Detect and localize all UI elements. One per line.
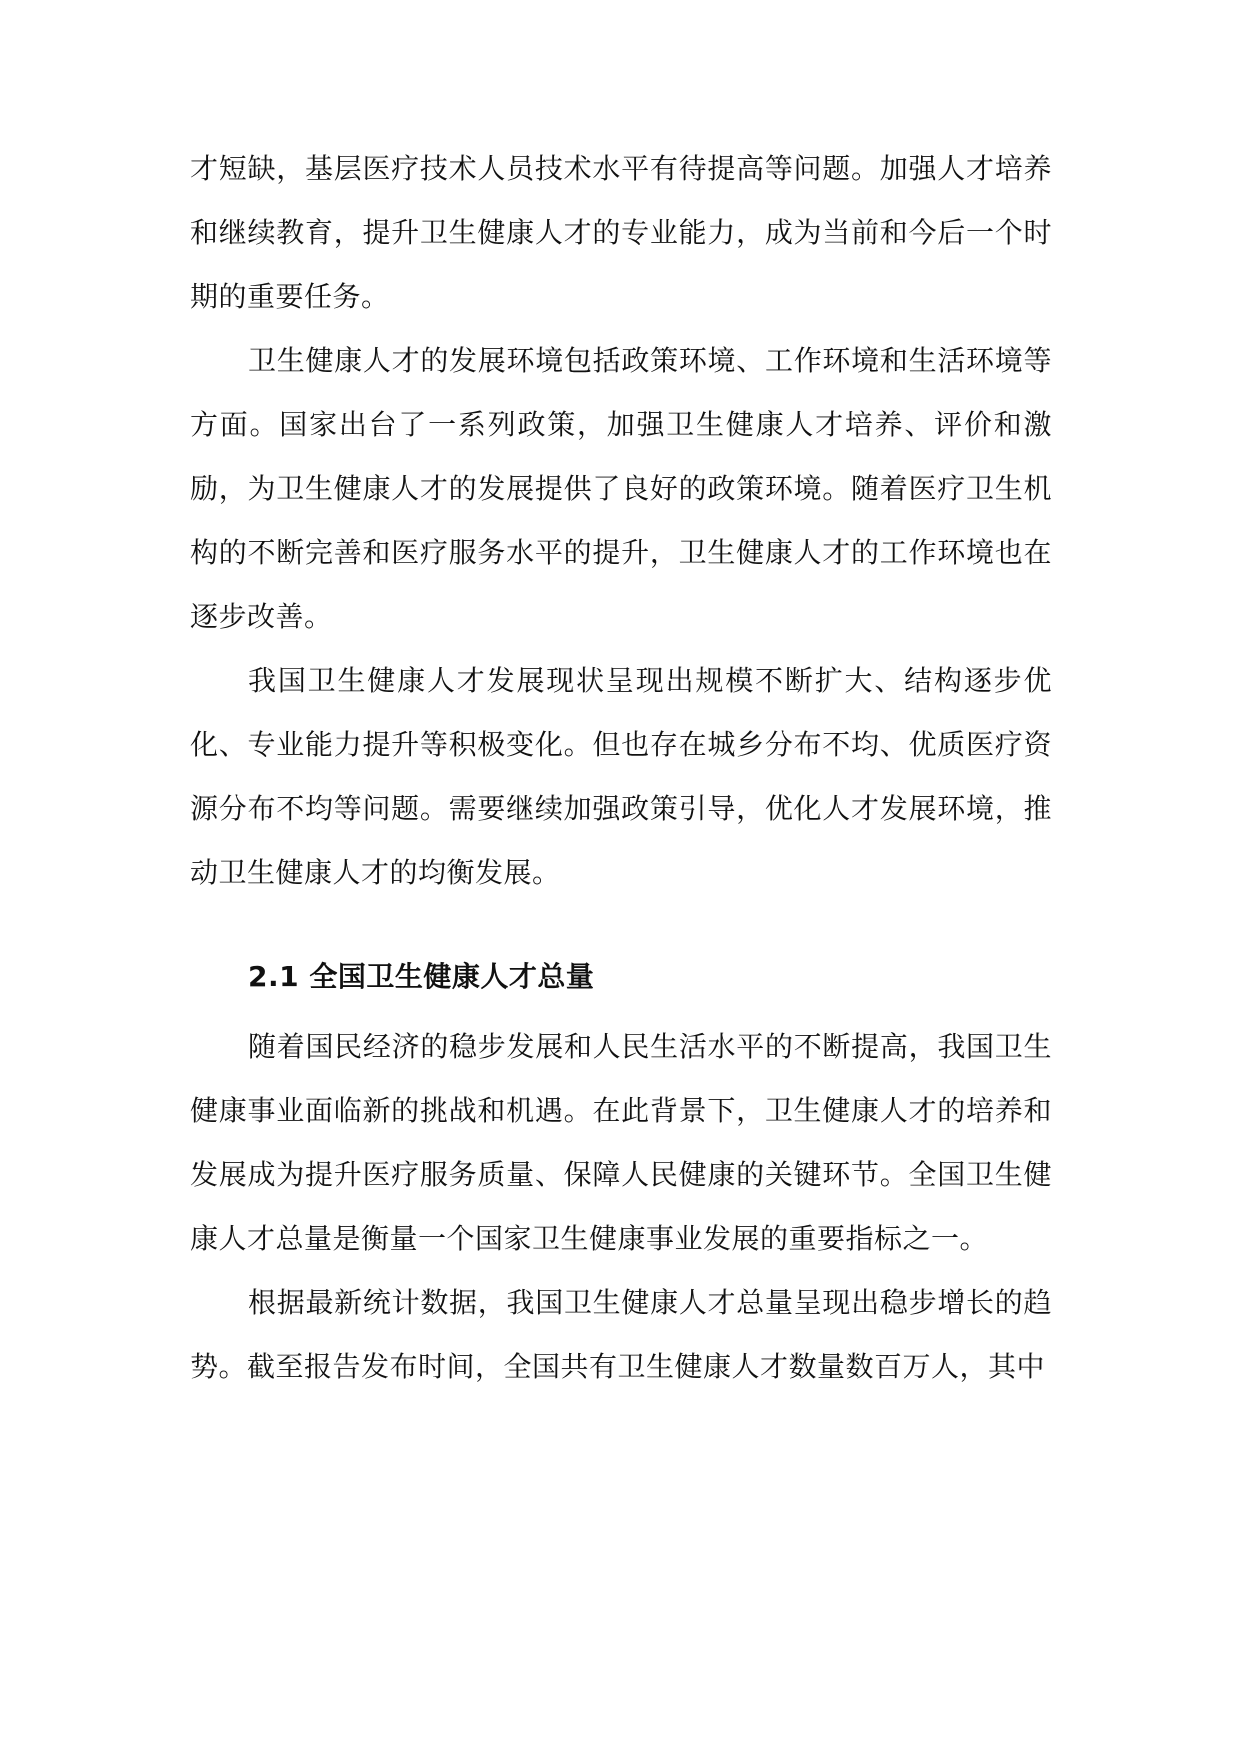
section-heading: 2.1 全国卫生健康人才总量	[248, 960, 595, 993]
paragraph-development-environment: 卫生健康人才的发展环境包括政策环境、工作环境和生活环境等方面。国家出台了一系列政策，加强卫生健康人才培养、评价和激励，为卫生健康人才的发展提供了良好的政策环境。随着医疗卫生机构的不断完善和医疗服务水平的提升，卫生健康人才的工作环境也在逐步改善。	[190, 344, 1052, 633]
paragraph-latest-statistics: 根据最新统计数据，我国卫生健康人才总量呈现出稳步增长的趋势。截至报告发布时间，全国共有卫生健康人才数量数百万人，其中	[190, 1286, 1052, 1383]
paragraph-continuation: 才短缺，基层医疗技术人员技术水平有待提高等问题。加强人才培养和继续教育，提升卫生健康人才的专业能力，成为当前和今后一个时期的重要任务。	[190, 152, 1052, 313]
paragraph-development-status: 我国卫生健康人才发展现状呈现出规模不断扩大、结构逐步优化、专业能力提升等积极变化。但也存在城乡分布不均、优质医疗资源分布不均等问题。需要继续加强政策引导，优化人才发展环境，推动卫生健康人才的均衡发展。	[190, 664, 1052, 889]
document-body	[190, 137, 1052, 1399]
paragraph-national-background: 随着国民经济的稳步发展和人民生活水平的不断提高，我国卫生健康事业面临新的挑战和机遇。在此背景下，卫生健康人才的培养和发展成为提升医疗服务质量、保障人民健康的关键环节。全国卫生健康人才总量是衡量一个国家卫生健康事业发展的重要指标之一。	[190, 1030, 1052, 1255]
